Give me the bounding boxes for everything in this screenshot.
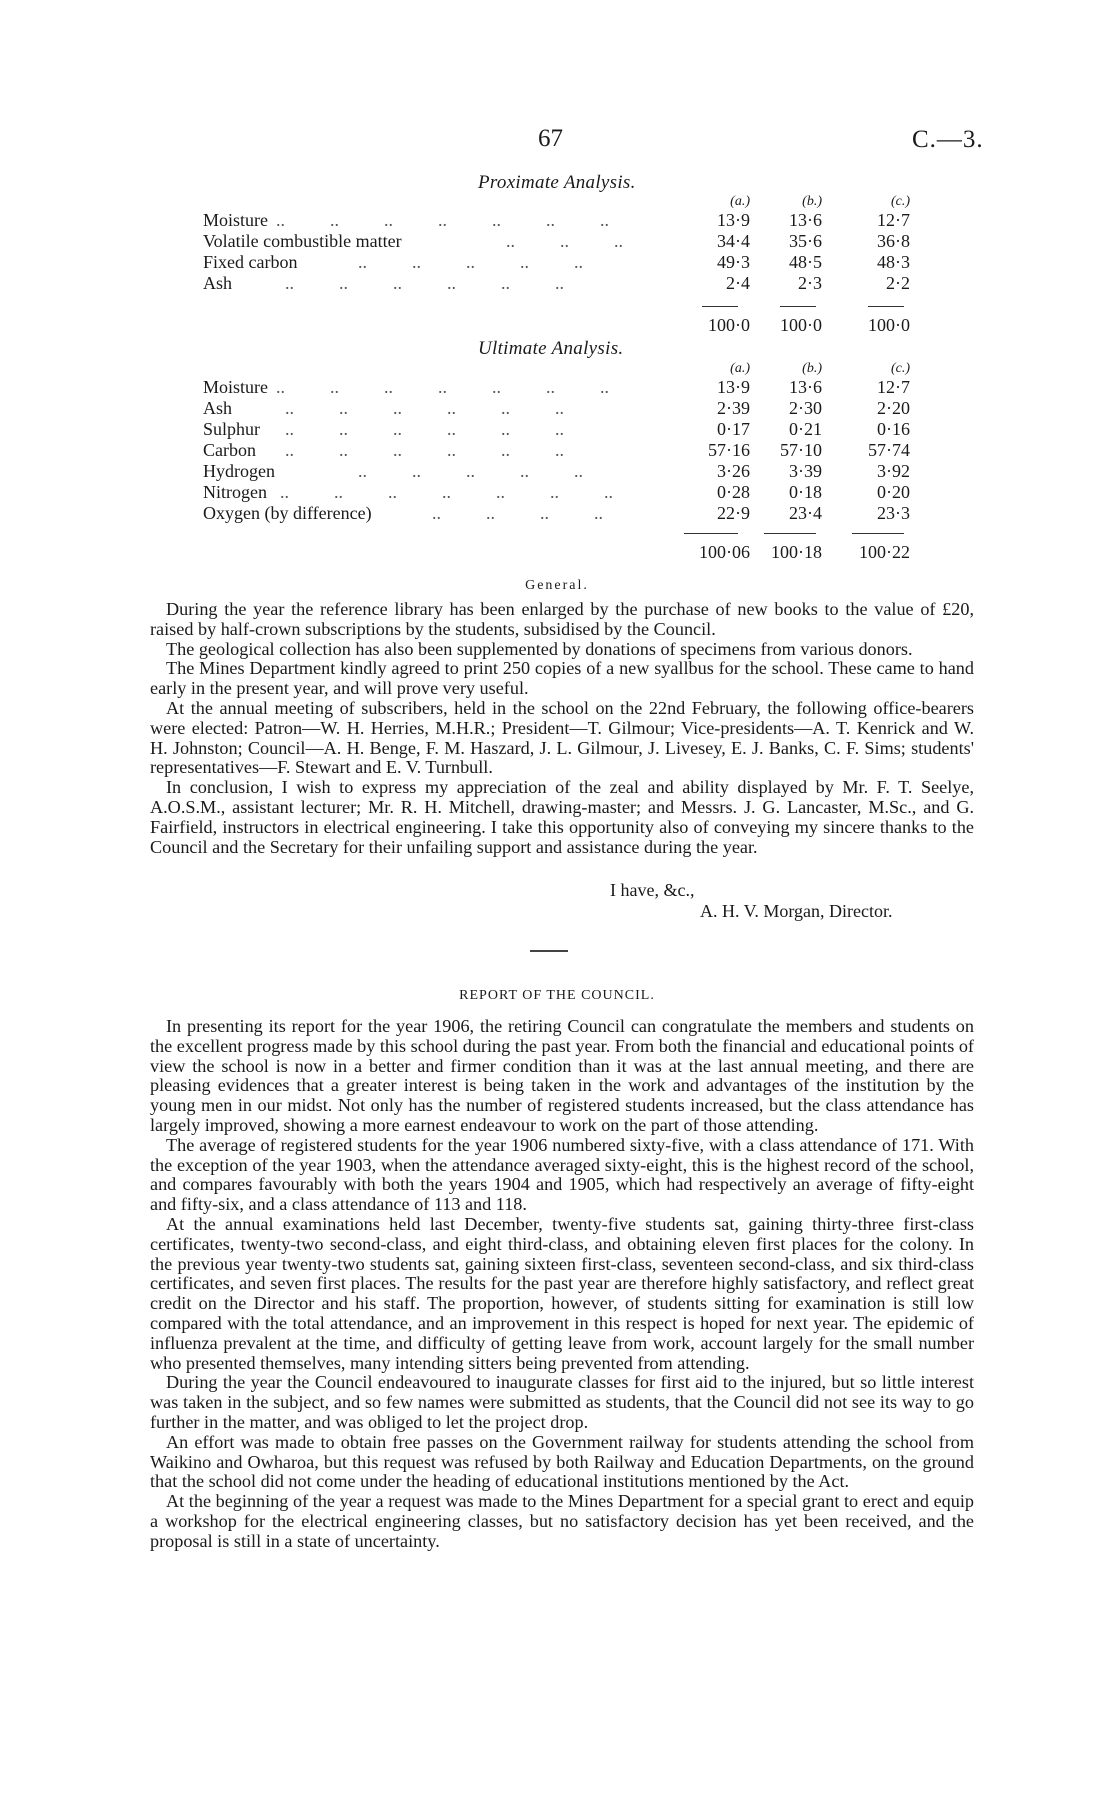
value-a: 49·3	[717, 252, 750, 272]
value-a: 2·39	[717, 398, 750, 418]
col-header-c: (c.)	[890, 361, 910, 376]
value-a: 34·4	[717, 231, 750, 251]
row-label: Hydrogen	[203, 461, 275, 481]
paragraph: At the beginning of the year a request was made to the Mines Department for a special grant to erect and equip a workshop for the electrical engineering classes, but no satisfactory decision has yet been received, and the proposal is still in a state of uncertainty.	[150, 1491, 974, 1551]
col-header-b: (b.)	[802, 194, 822, 209]
value-c: 2·20	[877, 398, 910, 418]
value-b: 3·39	[789, 461, 822, 481]
row-label: Ash	[203, 273, 233, 293]
total-c: 100·0	[868, 315, 910, 335]
value-b: 0·21	[789, 419, 822, 439]
value-a: 13·9	[717, 210, 750, 230]
paragraph: The Mines Department kindly agreed to print 250 copies of a new syallbus for the school. These came to hand early in the present year, and will prove very useful.	[150, 658, 974, 699]
council-heading: REPORT OF THE COUNCIL.	[459, 988, 655, 1003]
row-label: Nitrogen	[203, 482, 267, 502]
value-c: 0·20	[877, 482, 910, 502]
section-divider	[530, 950, 568, 952]
leader-dots: .. .. .. .. .. .. ..	[280, 482, 613, 502]
total-a: 100·0	[708, 315, 750, 335]
total-b: 100·18	[771, 542, 822, 562]
paragraph: During the year the reference library has been enlarged by the purchase of new books to the value of £20, raised by half-crown subscriptions by the students, subsidised by the Council.	[150, 599, 974, 639]
page-number: 67	[538, 125, 563, 152]
value-c: 12·7	[877, 377, 910, 397]
value-a: 3·26	[717, 461, 750, 481]
table-row	[0, 419, 1114, 441]
value-c: 57·74	[868, 440, 910, 460]
table-row	[0, 398, 1114, 420]
value-b: 0·18	[789, 482, 822, 502]
value-b: 13·6	[789, 377, 822, 397]
total-a: 100·06	[699, 542, 750, 562]
value-b: 48·5	[789, 252, 822, 272]
value-c: 2·2	[886, 273, 910, 293]
row-label: Moisture	[203, 210, 268, 230]
paragraph: During the year the Council endeavoured to inaugurate classes for first aid to the injured, but so little interest was taken in the subject, and so few names were submitted as students, that the Council did not see its way to go further in the matter, and was obliged to let the project drop.	[150, 1372, 974, 1432]
table-row	[0, 503, 1114, 525]
leader-dots: .. .. .. .. .. ..	[285, 398, 564, 418]
leader-dots: .. .. .. .. ..	[358, 252, 583, 272]
leader-dots: .. .. .. .. .. ..	[285, 419, 564, 439]
paragraph: An effort was made to obtain free passes on the Government railway for students attending the school from Waikino and Owharoa, but this request was refused by both Railway and Education Departments, on the ground that the school did not come under the heading of educational institutions mentioned by the Act.	[150, 1431, 974, 1492]
paragraph: The average of registered students for the year 1906 numbered sixty-five, with a class attendance of 171. With the exception of the year 1903, when the attendance averaged sixty-eight, this is the highest record of the school, and compares favourably with both the years 1904 and 1905, which had respectively an average of fifty-eight and fifty-six, and a class attendance of 113 and 118.	[150, 1134, 974, 1215]
value-c: 36·8	[877, 231, 910, 251]
total-b: 100·0	[780, 315, 822, 335]
sum-rule	[684, 533, 738, 534]
document-reference: C.—3.	[912, 126, 984, 153]
value-a: 57·16	[708, 440, 750, 460]
value-c: 23·3	[877, 503, 910, 523]
col-header-a: (a.)	[730, 361, 750, 376]
row-label: Volatile combustible matter	[203, 231, 402, 251]
value-b: 13·6	[789, 210, 822, 230]
value-b: 35·6	[789, 231, 822, 251]
value-b: 2·3	[798, 273, 822, 293]
col-header-c: (c.)	[890, 194, 910, 209]
leader-dots: .. .. .. .. ..	[358, 461, 583, 481]
row-label: Fixed carbon	[203, 252, 298, 272]
row-label: Carbon	[203, 440, 256, 460]
row-label: Oxygen (by difference)	[203, 503, 372, 523]
table-row	[0, 210, 1114, 232]
value-c: 12·7	[877, 210, 910, 230]
row-label: Moisture	[203, 377, 268, 397]
table-row	[0, 440, 1114, 462]
value-a: 2·4	[726, 273, 750, 293]
totals-row	[0, 315, 1114, 337]
proximate-caption: Proximate Analysis.	[478, 172, 636, 193]
table-row	[0, 377, 1114, 399]
value-c: 0·16	[877, 419, 910, 439]
table-row	[0, 252, 1114, 274]
paragraph: At the annual meeting of subscribers, held in the school on the 22nd February, the following office-bearers were elected: Patron—W. H. Herries, M.H.R.; President—T. Gilmour; Vice-presidents—A. T. Kenrick and W. H. Johnston; Council—A. H. Benge, F. M. Haszard, J. L. Gilmour, J. Livesey, E. J. Banks, C. F. Sims; students' representatives—F. Stewart and E. V. Turnbull.	[150, 697, 974, 778]
general-heading: General.	[525, 578, 589, 593]
value-b: 2·30	[789, 398, 822, 418]
table-row	[0, 461, 1114, 483]
col-header-a: (a.)	[730, 194, 750, 209]
leader-dots: .. .. .. ..	[432, 503, 603, 523]
row-label: Sulphur	[203, 419, 261, 439]
leader-dots: .. .. .. .. .. .. ..	[276, 210, 609, 230]
leader-dots: .. .. ..	[506, 231, 623, 251]
value-c: 3·92	[877, 461, 910, 481]
ultimate-caption: Ultimate Analysis.	[478, 338, 624, 359]
value-b: 57·10	[780, 440, 822, 460]
value-a: 0·28	[717, 482, 750, 502]
leader-dots: .. .. .. .. .. ..	[285, 440, 564, 460]
paragraph: At the annual examinations held last December, twenty-five students sat, gaining thirty-three first-class certificates, twenty-two second-class, and eight third-class, and obtaining eleven first places for the colony. In the previous year twenty-two students sat, gaining sixteen first-class, seventeen second-class, and six third-class certificates, and seven first places. The results for the past year are therefore highly satisfactory, and reflect great credit on the Director and his staff. The proportion, however, of students sitting for examination is still low compared with the total attendance, and an improvement in this respect is hoped for next year. The epidemic of influenza prevalent at the time, and difficulty of getting leave from work, account largely for the small number who presented themselves, many intending sitters being prevented from attending.	[150, 1213, 974, 1373]
value-b: 23·4	[789, 503, 822, 523]
paragraph: In presenting its report for the year 1906, the retiring Council can congratulate the members and students on the excellent progress made by this school during the past year. From both the financial and educational points of view the school is now in a better and firmer condition than it was at the last annual meeting, and there are pleasing evidences that a greater interest is being taken in the work and advantages of the institution by the young men in our midst. Not only has the number of registered students increased, but the class attendance has largely improved, showing a more earnest endeavour to work on the part of those attending.	[150, 1016, 974, 1135]
value-a: 0·17	[717, 419, 750, 439]
value-a: 22·9	[717, 503, 750, 523]
sum-rule	[868, 306, 904, 307]
totals-row	[0, 542, 1114, 564]
signature: A. H. V. Morgan, Director.	[700, 901, 893, 921]
leader-dots: .. .. .. .. .. .. ..	[276, 377, 609, 397]
value-c: 48·3	[877, 252, 910, 272]
table-row	[0, 231, 1114, 253]
sum-rule	[702, 306, 738, 307]
paragraph: In conclusion, I wish to express my appreciation of the zeal and ability displayed by Mr. F. T. Seelye, A.O.S.M., assistant lecturer; Mr. R. H. Mitchell, drawing-master; and Messrs. J. G. Lancaster, M.Sc., and G. Fairfield, instructors in electrical engineering. I take this opportunity also of conveying my sincere thanks to the Council and the Secretary for their unfailing support and assistance during the year.	[150, 777, 974, 857]
total-c: 100·22	[859, 542, 910, 562]
sum-rule	[764, 533, 816, 534]
row-label: Ash	[203, 398, 233, 418]
leader-dots: .. .. .. .. .. ..	[285, 273, 564, 293]
table-row	[0, 482, 1114, 504]
general-body	[150, 600, 974, 857]
closing: I have, &c.,	[610, 880, 695, 900]
col-header-b: (b.)	[802, 361, 822, 376]
table-row	[0, 273, 1114, 295]
sum-rule	[780, 306, 816, 307]
council-body	[150, 1017, 974, 1552]
paragraph: The geological collection has also been supplemented by donations of specimens from various donors.	[166, 638, 913, 659]
sum-rule	[852, 533, 904, 534]
value-a: 13·9	[717, 377, 750, 397]
